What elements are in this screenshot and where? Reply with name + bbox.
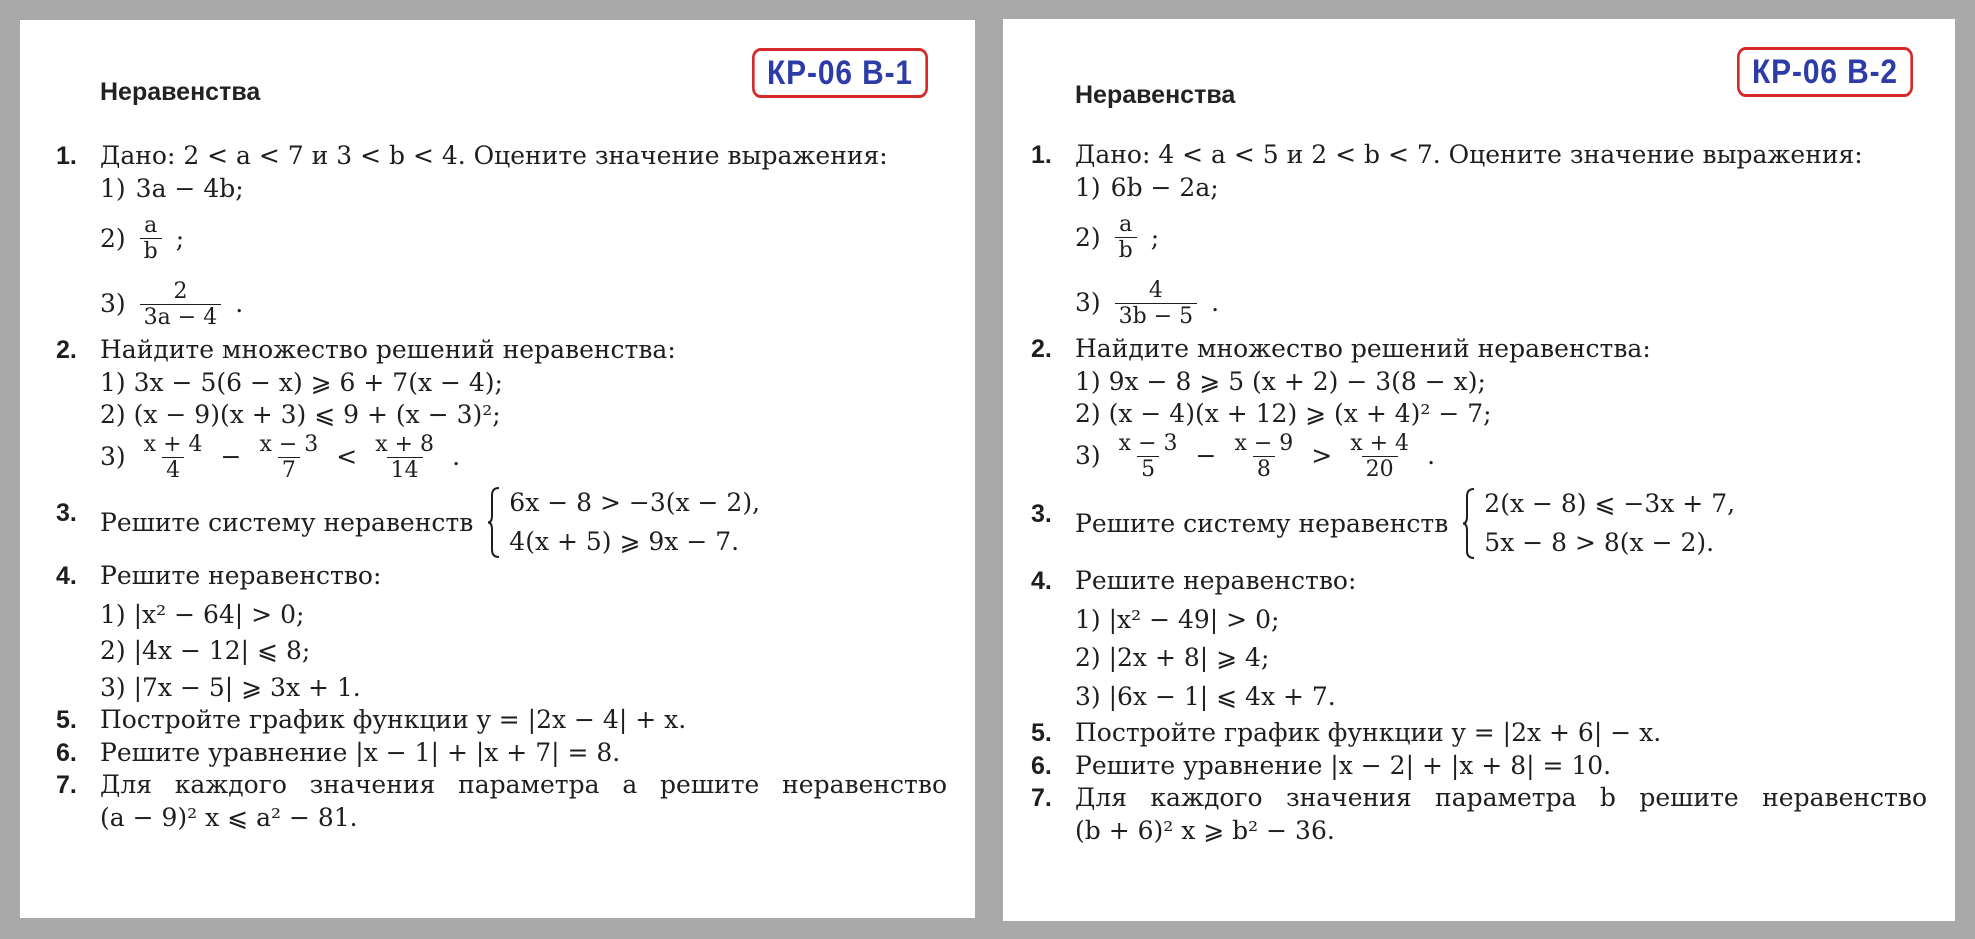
subtask-2: 2) |2x + 8| ⩾ 4; [1075, 643, 1270, 673]
expression: 3a − 4b; [135, 173, 244, 203]
subtask-3 [1075, 431, 1927, 483]
task-list [1031, 139, 1927, 847]
subtask-3: 3) |7x − 5| ⩾ 3x + 1. [100, 672, 361, 702]
task-number: 2. [56, 336, 77, 365]
denominator: 7 [278, 457, 300, 483]
numerator: x − 3 [1118, 430, 1178, 456]
task-text: Постройте график функции y = |2x − 4| + x. [100, 705, 687, 735]
curly-brace-icon [487, 487, 501, 558]
numerator: x + 4 [143, 431, 203, 457]
task-text: Решите неравенство: [100, 561, 382, 591]
task-text: Найдите множество решений неравенства: [100, 335, 676, 365]
numerator: a [1119, 212, 1133, 237]
variant-badge: КР-06 В-1 [752, 48, 928, 98]
task-text: Для каждого значения параметра b решите неравенство [1075, 783, 1927, 813]
subtask-3 [1075, 278, 1927, 330]
task-text: Решите систему неравенств [1075, 508, 1449, 538]
task-number: 1. [56, 142, 77, 170]
fraction [255, 432, 322, 484]
numerator: x + 8 [375, 431, 435, 457]
subtask-label: 3) [100, 289, 126, 319]
variant-badge: КР-06 В-2 [1737, 47, 1913, 97]
subtask-label: 3) [100, 442, 126, 472]
fraction [140, 213, 162, 265]
task-text: Для каждого значения параметра a решите неравенство [100, 770, 947, 800]
numerator: x − 9 [1234, 430, 1294, 456]
subtask-2 [100, 213, 947, 265]
denominator: 20 [1362, 456, 1398, 482]
denominator: b [140, 238, 162, 264]
system-line-1: 2(x − 8) ⩽ −3x + 7, [1484, 489, 1736, 519]
task-text: Найдите множество решений неравенства: [1075, 334, 1651, 364]
subtask-3 [100, 279, 947, 331]
task-7 [56, 769, 947, 834]
punctuation: ; [1150, 222, 1160, 252]
denominator: 5 [1137, 456, 1159, 482]
subtask-1 [1075, 172, 1927, 205]
numerator: x + 4 [1350, 430, 1410, 456]
subtask-label: 1) [1075, 172, 1101, 202]
task-number: 3. [1031, 500, 1052, 529]
task-number: 4. [56, 562, 77, 591]
task-1 [1031, 139, 1927, 329]
punctuation: . [235, 289, 244, 319]
subtask-3 [100, 432, 947, 484]
punctuation: . [452, 442, 461, 472]
task-text-continued: (a − 9)² x ⩽ a² − 81. [100, 802, 358, 832]
system-row [1075, 488, 1927, 559]
subtask-2 [1075, 212, 1927, 264]
subtask-2: 2) |4x − 12| ⩽ 8; [100, 636, 311, 666]
worksheet-variant-2 [1003, 19, 1955, 921]
fraction [1346, 431, 1413, 483]
worksheet-title: Неравенства [100, 78, 261, 106]
punctuation: ; [175, 223, 185, 253]
denominator: 3b − 5 [1115, 303, 1198, 329]
operator: > [1311, 441, 1333, 471]
task-text: Дано: 2 < a < 7 и 3 < b < 4. Оцените значение выражения: [100, 141, 888, 170]
fraction [140, 432, 207, 484]
task-number: 7. [1031, 784, 1052, 813]
task-text-continued: (b + 6)² x ⩾ b² − 36. [1075, 815, 1335, 845]
task-1 [56, 140, 947, 330]
subtask-1: 1) 3x − 5(6 − x) ⩾ 6 + 7(x − 4); [100, 367, 503, 397]
fraction [140, 279, 222, 331]
fraction [1115, 278, 1198, 330]
denominator: 3a − 4 [140, 304, 222, 330]
inequality-system [1462, 488, 1735, 559]
subtask-2: 2) (x − 9)(x + 3) ⩽ 9 + (x − 3)²; [100, 400, 501, 430]
system-line-2: 5x − 8 > 8(x − 2). [1484, 527, 1715, 557]
system-line-1: 6x − 8 > −3(x − 2), [509, 488, 761, 518]
worksheet-variant-1 [20, 20, 975, 918]
task-6 [1031, 750, 1927, 783]
worksheet-title: Неравенства [1075, 81, 1236, 109]
punctuation: . [1427, 441, 1436, 471]
subtask-2: 2) (x − 4)(x + 12) ⩾ (x + 4)² − 7; [1075, 399, 1492, 429]
task-3 [56, 487, 947, 558]
operator: − [1195, 441, 1217, 471]
task-list [56, 140, 947, 834]
subtask-label: 1) [100, 173, 126, 203]
fraction [1230, 431, 1297, 483]
subtask-3: 3) |6x − 1| ⩽ 4x + 7. [1075, 681, 1336, 711]
task-5 [56, 704, 947, 737]
system-lines [509, 487, 760, 558]
task-text: Постройте график функции y = |2x + 6| − x. [1075, 718, 1662, 748]
denominator: 4 [162, 457, 184, 483]
subtask-1: 1) 9x − 8 ⩾ 5 (x + 2) − 3(8 − x); [1075, 366, 1486, 396]
subtask-1: 1) |x² − 64| > 0; [100, 599, 305, 629]
task-2 [1031, 333, 1927, 482]
task-number: 1. [1031, 141, 1052, 169]
subtask-label: 3) [1075, 288, 1101, 318]
task-number: 6. [56, 738, 77, 767]
fraction [1115, 212, 1137, 264]
inequality-system [487, 487, 760, 558]
subtask-1 [100, 173, 947, 206]
subtask-1: 1) |x² − 49| > 0; [1075, 604, 1280, 634]
task-5 [1031, 717, 1927, 750]
subtask-label: 2) [1075, 222, 1101, 252]
task-text: Решите уравнение |x − 2| + |x + 8| = 10. [1075, 750, 1612, 780]
task-4 [1031, 565, 1927, 713]
operator: − [220, 442, 242, 472]
numerator: a [144, 213, 158, 238]
task-number: 6. [1031, 751, 1052, 780]
system-row [100, 487, 947, 558]
task-3 [1031, 488, 1927, 559]
task-number: 5. [56, 706, 77, 735]
task-number: 5. [1031, 719, 1052, 748]
numerator: x − 3 [259, 431, 319, 457]
task-text: Решите систему неравенств [100, 507, 474, 537]
task-text: Дано: 4 < a < 5 и 2 < b < 7. Оцените значение выражения: [1075, 140, 1863, 169]
denominator: 8 [1253, 456, 1275, 482]
fraction [371, 432, 438, 484]
expression: 6b − 2a; [1110, 172, 1219, 202]
task-4 [56, 560, 947, 704]
task-number: 7. [56, 771, 77, 800]
task-2 [56, 334, 947, 483]
task-6 [56, 737, 947, 770]
denominator: 14 [387, 457, 423, 483]
subtask-label: 2) [100, 223, 126, 253]
task-text: Решите уравнение |x − 1| + |x + 7| = 8. [100, 737, 621, 767]
task-number: 2. [1031, 335, 1052, 364]
task-number: 4. [1031, 567, 1052, 596]
operator: < [336, 442, 358, 472]
denominator: b [1115, 237, 1137, 263]
curly-brace-icon [1462, 488, 1476, 559]
punctuation: . [1211, 288, 1220, 318]
subtask-label: 3) [1075, 441, 1101, 471]
numerator: 2 [173, 278, 188, 304]
system-lines [1484, 488, 1735, 559]
task-7 [1031, 782, 1927, 847]
system-line-2: 4(x + 5) ⩾ 9x − 7. [509, 526, 740, 556]
task-number: 3. [56, 499, 77, 528]
numerator: 4 [1148, 277, 1163, 303]
fraction [1115, 431, 1182, 483]
task-text: Решите неравенство: [1075, 566, 1357, 596]
